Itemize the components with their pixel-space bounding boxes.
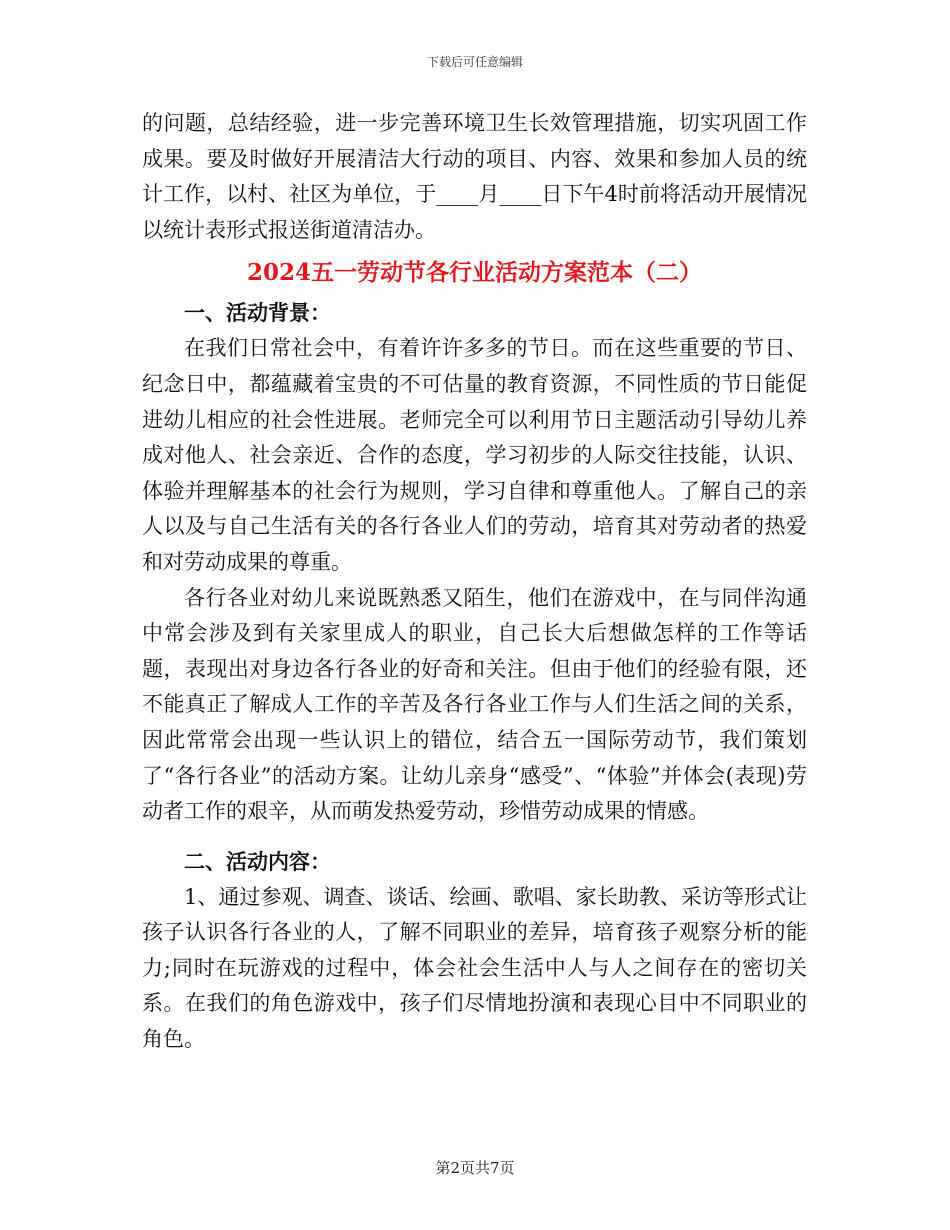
header-download-note: 下载后可任意编辑: [426, 55, 523, 69]
section-heading-background: 一、活动背景：: [184, 300, 331, 326]
background-paragraph-1: 在我们日常社会中，有着许许多多的节日。而在这些重要的节日、纪念日中，都蕴藏着宝贵的不可估量的教育资源，不同性质的节日能促进幼儿相应的社会性进展。老师完全可以利用节日主题活动引导幼儿养成对他人、社会亲近、合作的态度，学习初步的人际交往技能，认识、体验并理解基本的社会行为规则，学习自律和尊重他人。了解自己的亲人以及与自己生活有关的各行各业人们的劳动，培育其对劳动者的热爱和对劳动成果的尊重。: [142, 336, 807, 574]
document-body: [142, 106, 807, 1058]
continuation-paragraph: 的问题，总结经验，进一步完善环境卫生长效管理措施，切实巩固工作成果。要及时做好开展清洁大行动的项目、内容、效果和参加人员的统计工作，以村、社区为单位，于____月____日下午4时前将活动开展情况以统计表形式报送街道清洁办。: [142, 111, 807, 242]
content-paragraph-1: 1、通过参观、调查、谈话、绘画、歌唱、家长助教、采访等形式让孩子认识各行各业的人，了解不同职业的差异，培育孩子观察分析的能力;同时在玩游戏的过程中，体会社会生活中人与人之间存在的密切关系。在我们的角色游戏中，孩子们尽情地扮演和表现心目中不同职业的角色。: [142, 884, 807, 1052]
section-heading-content: 二、活动内容：: [184, 848, 331, 874]
background-paragraph-2: 各行各业对幼儿来说既熟悉又陌生，他们在游戏中，在与同伴沟通中常会涉及到有关家里成人的职业，自己长大后想做怎样的工作等话题，表现出对身边各行各业的好奇和关注。但由于他们的经验有限，还不能真正了解成人工作的辛苦及各行各业工作与人们生活之间的关系，因此常常会出现一些认识上的错位，结合五一国际劳动节，我们策划了“各行各业”的活动方案。让幼儿亲身“感受”、“体验”并体会(表现)劳动者工作的艰辛，从而萌发热爱劳动，珍惜劳动成果的情感。: [142, 585, 807, 824]
page-indicator: 第2页共7页: [435, 1159, 515, 1177]
document-title: 2024五一劳动节各行业活动方案范本（二）: [246, 259, 702, 287]
